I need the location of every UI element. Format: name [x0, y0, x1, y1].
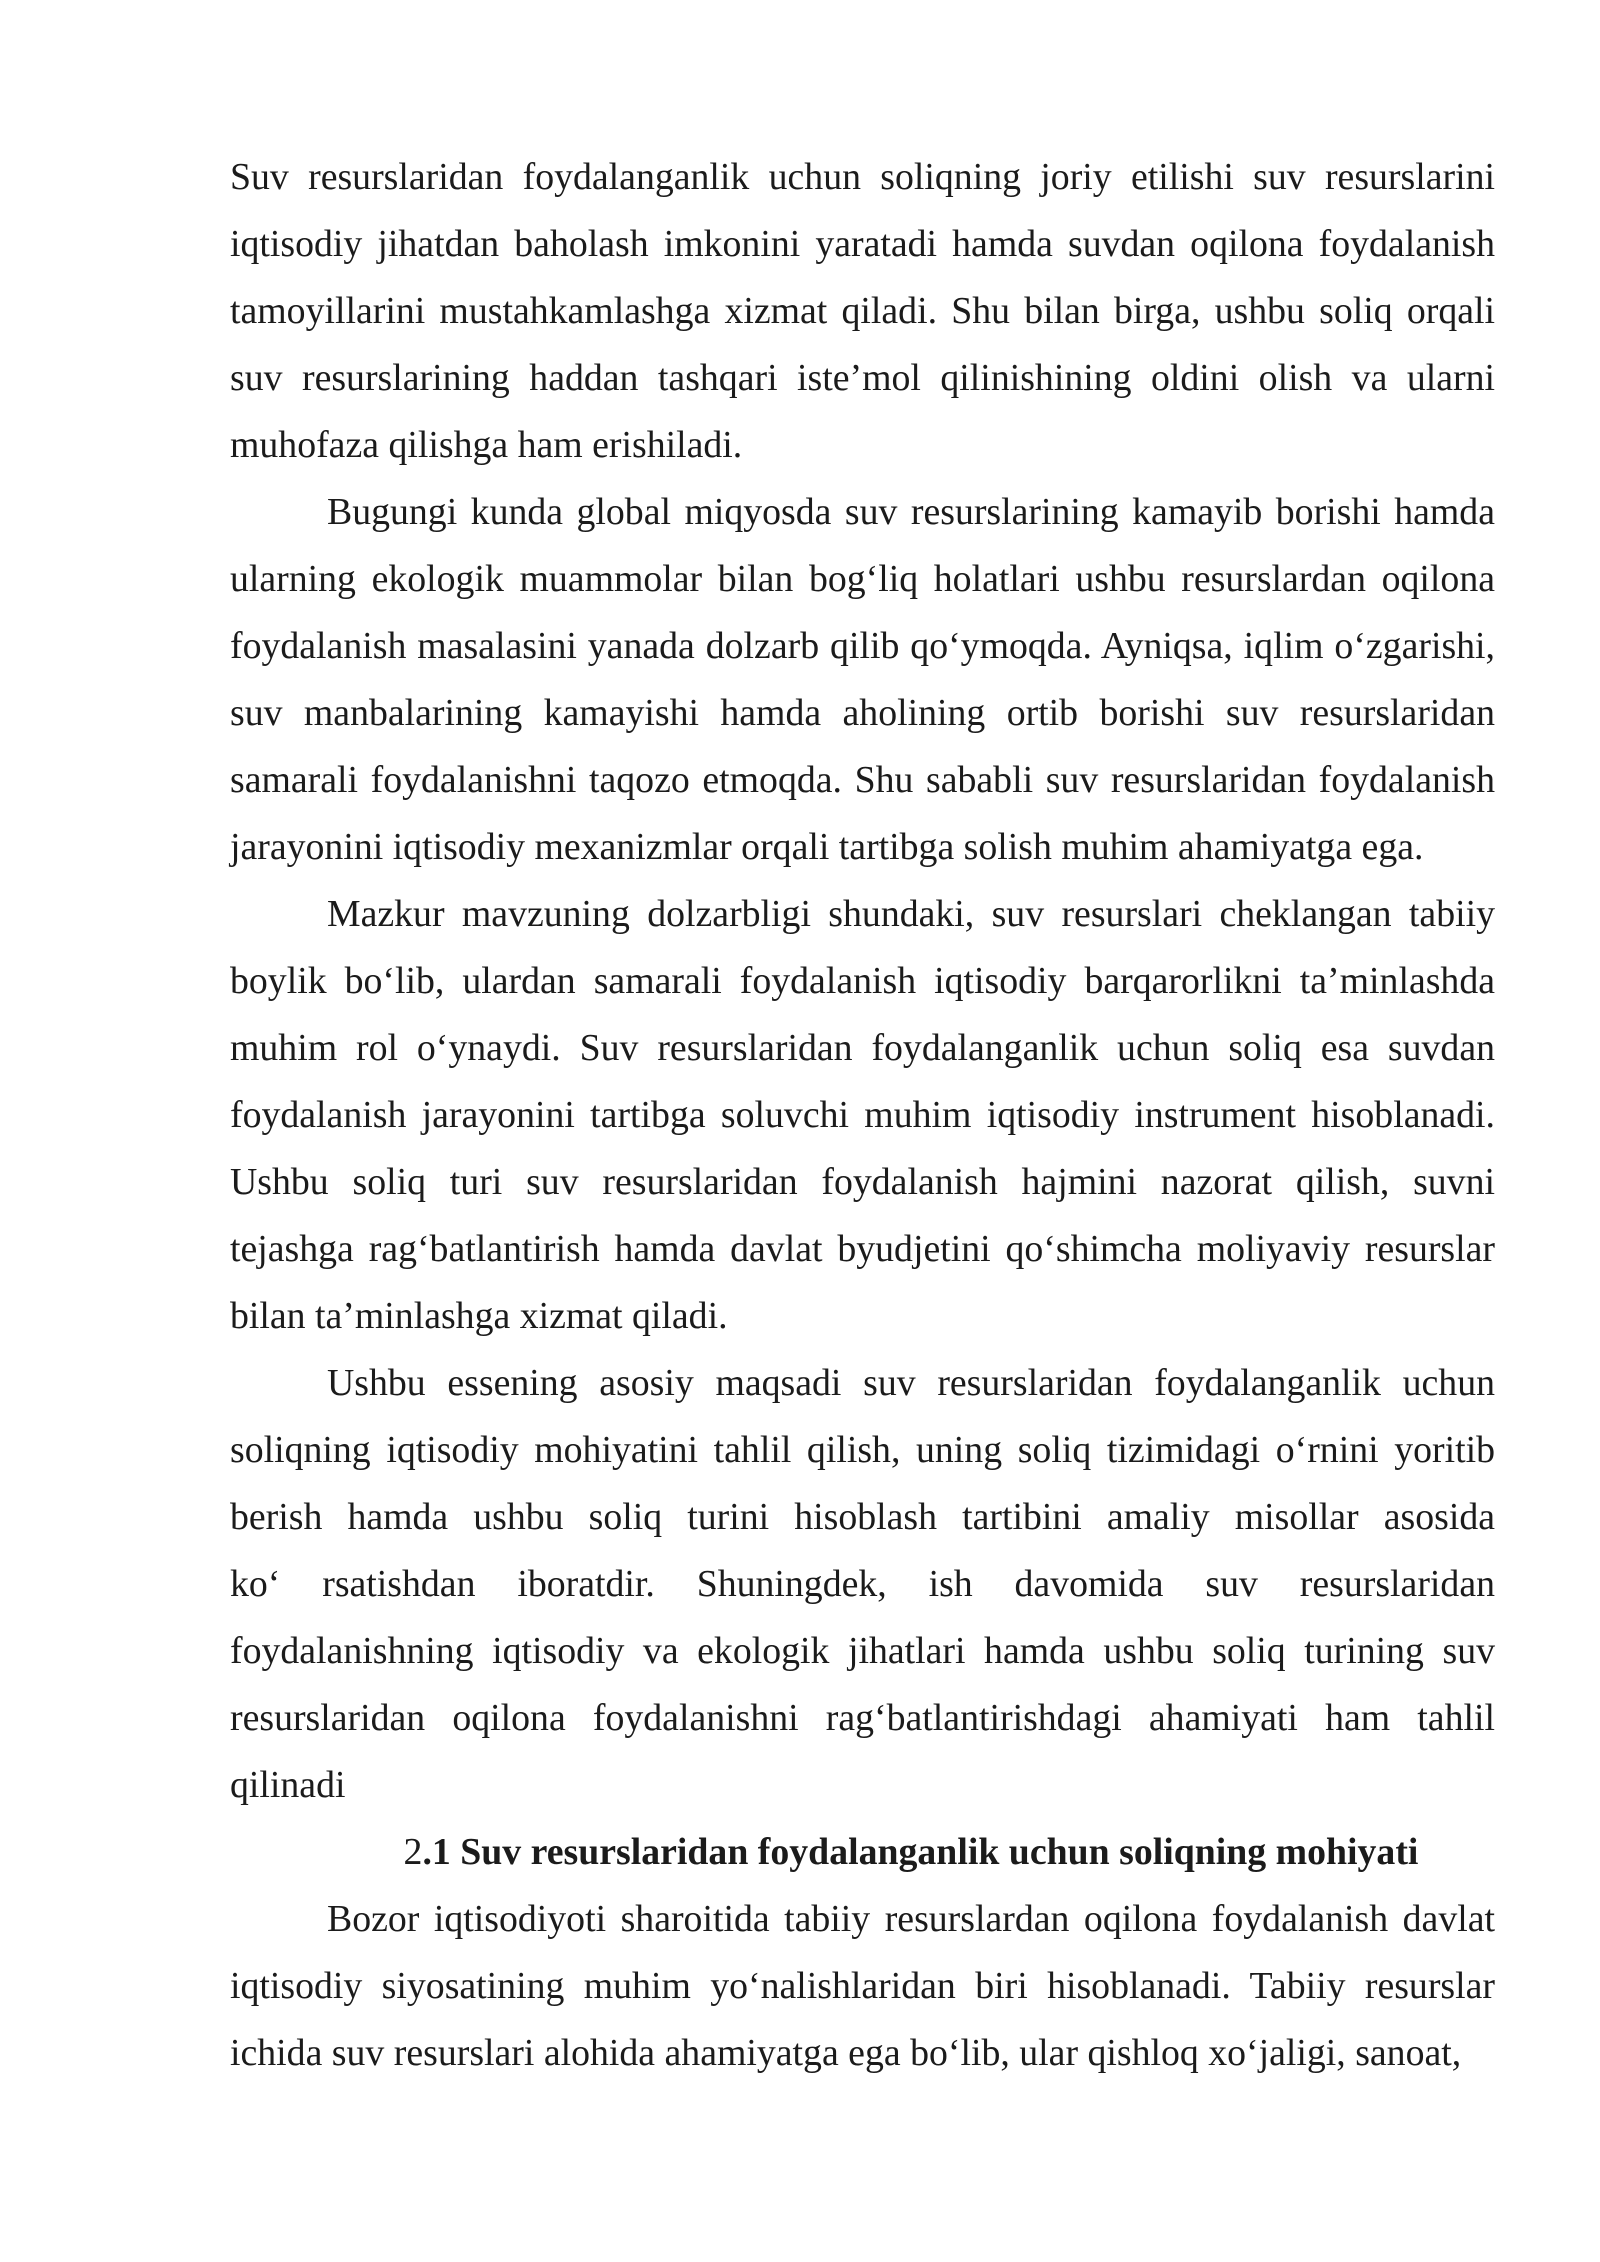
section-heading-title: .1 Suv resurslaridan foydalanganlik uchun soliqning mohiyati	[422, 1831, 1419, 1873]
text-line: iqtisodiy siyosatining muhim yo‘nalishlaridan biri hisoblanadi. Tabiiy resurslar	[230, 1965, 1495, 2007]
text-line: jarayonini iqtisodiy mexanizmlar orqali tartibga solish muhim ahamiyatga ega.	[230, 826, 1424, 868]
paragraph	[230, 479, 1495, 881]
text-line: suv manbalarining kamayishi hamda aholining ortib borishi suv resurslaridan	[230, 692, 1495, 734]
text-line: Ushbu essening asosiy maqsadi suv resurslaridan foydalanganlik uchun	[327, 1362, 1495, 1404]
text-line: iqtisodiy jihatdan baholash imkonini yaratadi hamda suvdan oqilona foydalanish	[230, 223, 1495, 265]
text-line: Mazkur mavzuning dolzarbligi shundaki, suv resurslari cheklangan tabiiy	[327, 893, 1495, 935]
text-line: tamoyillarini mustahkamlashga xizmat qiladi. Shu bilan birga, ushbu soliq orqali	[230, 290, 1495, 332]
text-line: ko‘ rsatishdan iboratdir. Shuningdek, ish davomida suv resurslaridan	[230, 1563, 1495, 1605]
text-line: foydalanish jarayonini tartibga soluvchi muhim iqtisodiy instrument hisoblanadi.	[230, 1094, 1495, 1136]
paragraph	[230, 144, 1495, 479]
section-heading	[230, 1819, 1495, 1886]
text-line: Bugungi kunda global miqyosda suv resurslarining kamayib borishi hamda	[327, 491, 1495, 533]
text-line: muhofaza qilishga ham erishiladi.	[230, 424, 743, 466]
text-line: ichida suv resurslari alohida ahamiyatga ega bo‘lib, ular qishloq xo‘jaligi, sanoat,	[230, 2032, 1462, 2074]
text-line: foydalanishning iqtisodiy va ekologik jihatlari hamda ushbu soliq turining suv	[230, 1630, 1495, 1672]
section-heading-number: 2	[403, 1831, 423, 1873]
text-line: Bozor iqtisodiyoti sharoitida tabiiy resurslardan oqilona foydalanish davlat	[327, 1898, 1495, 1940]
paragraph	[230, 1350, 1495, 1819]
text-line: boylik bo‘lib, ulardan samarali foydalanish iqtisodiy barqarorlikni ta’minlashda	[230, 960, 1495, 1002]
paragraph	[230, 1886, 1495, 2087]
text-line: resurslaridan oqilona foydalanishni rag‘batlantirishdagi ahamiyati ham tahlil	[230, 1697, 1495, 1739]
text-line: tejashga rag‘batlantirish hamda davlat byudjetini qo‘shimcha moliyaviy resurslar	[230, 1228, 1495, 1270]
text-line: soliqning iqtisodiy mohiyatini tahlil qilish, uning soliq tizimidagi o‘rnini yoritib	[230, 1429, 1495, 1471]
text-line: Ushbu soliq turi suv resurslaridan foydalanish hajmini nazorat qilish, suvni	[230, 1161, 1495, 1203]
text-line: foydalanish masalasini yanada dolzarb qilib qo‘ymoqda. Ayniqsa, iqlim o‘zgarishi,	[230, 625, 1495, 667]
text-line: suv resurslarining haddan tashqari iste’mol qilinishining oldini olish va ularni	[230, 357, 1495, 399]
text-line: qilinadi	[230, 1764, 346, 1806]
paragraph	[230, 881, 1495, 1350]
text-line: ularning ekologik muammolar bilan bog‘liq holatlari ushbu resurslardan oqilona	[230, 558, 1495, 600]
text-line: berish hamda ushbu soliq turini hisoblash tartibini amaliy misollar asosida	[230, 1496, 1495, 1538]
text-line: Suv resurslaridan foydalanganlik uchun soliqning joriy etilishi suv resurslarini	[230, 156, 1495, 198]
text-line: samarali foydalanishni taqozo etmoqda. Shu sababli suv resurslaridan foydalanish	[230, 759, 1495, 801]
document-body	[230, 144, 1495, 2087]
text-line: bilan ta’minlashga xizmat qiladi.	[230, 1295, 728, 1337]
text-line: muhim rol o‘ynaydi. Suv resurslaridan foydalanganlik uchun soliq esa suvdan	[230, 1027, 1495, 1069]
